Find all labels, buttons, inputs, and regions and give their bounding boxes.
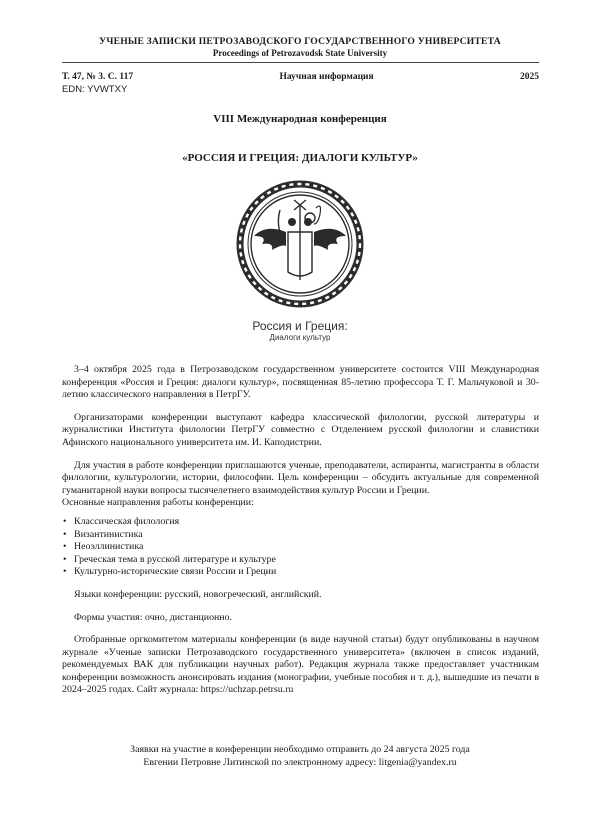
- paragraph-publication: Отобранные оргкомитетом материалы конференции (в виде научной статьи) будут опубликованы в научном журнале «Ученые записки Петрозаводского государственного университета» (включен в список изданий, рекомендуемых ВАК для публикации научных работ). Редакция журнала также предоставляет участникам конференции возможность анонсировать издания (монографии, учебные пособия и т. д.), вышедшие из печати в 2024–2025 годах. Сайт журнала: https://uchzap.petrsu.ru: [62, 634, 539, 696]
- paragraph-organizers: Организаторами конференции выступают кафедра классической филологии, русской литературы и журналистики Института филологии ПетрГУ совместно с Отделением русской филологии и славистики Афинского национального университета им. И. Каподистрии.: [62, 411, 539, 448]
- conference-emblem-logo: [232, 180, 368, 312]
- article-meta: [62, 72, 539, 95]
- paragraph-invitation: Для участия в работе конференции приглашаются ученые, преподаватели, аспиранты, магистранты в области филологии, культурологии, истории, философии. Цель конференции – обсудить актуальные для современной гуманитарной науки вопросы тысячелетнего взаимодействия культур России и Греции.: [62, 459, 539, 496]
- application-note: [0, 744, 600, 769]
- journal-title-en: Proceedings of Petrozavodsk State University: [212, 48, 388, 58]
- edn-code: EDN: YVWTXY: [62, 84, 128, 95]
- list-item: • Культурно-исторические связи России и Греции: [62, 566, 539, 579]
- application-deadline: Заявки на участие в конференции необходимо отправить до 24 августа 2025 года: [130, 744, 470, 755]
- directions-heading: Основные направления работы конференции:: [62, 497, 254, 509]
- participation-forms: Формы участия: очно, дистанционно.: [74, 611, 232, 623]
- header-divider: [62, 62, 539, 63]
- article-body: [62, 364, 539, 697]
- conference-languages: Языки конференции: русский, новогреческий, английский.: [74, 588, 322, 600]
- emblem-caption-sub: Диалоги культур: [269, 333, 331, 342]
- list-item: • Греческая тема в русской литературе и культуре: [62, 554, 539, 567]
- emblem-caption-main: Россия и Греция:: [252, 319, 348, 333]
- year: 2025: [520, 72, 539, 82]
- list-item: • Классическая филология: [62, 516, 539, 529]
- volume-info: Т. 47, № 3. С. 117: [62, 72, 134, 82]
- application-contact: Евгении Петровне Литинской по электронному адресу: litgenia@yandex.ru: [143, 756, 457, 768]
- journal-title-ru: УЧЕНЫЕ ЗАПИСКИ ПЕТРОЗАВОДСКОГО ГОСУДАРСТВЕННОГО УНИВЕРСИТЕТА: [99, 36, 501, 47]
- conference-name-title: «РОССИЯ И ГРЕЦИЯ: ДИАЛОГИ КУЛЬТУР»: [182, 152, 418, 164]
- section-name: Научная информация: [279, 72, 374, 82]
- emblem-caption: [0, 319, 600, 342]
- journal-header: [0, 36, 600, 58]
- paragraph-announcement: 3–4 октября 2025 года в Петрозаводском государственном университете состоится VIII Международная конференция «Россия и Греция: диалоги культур», посвященная 85-летию профессора Т. Г. Мальчуковой и 30-летию классического направления в ПетрГУ.: [62, 364, 539, 401]
- lyre-icon: [314, 206, 321, 224]
- list-item: • Византинистика: [62, 529, 539, 542]
- conference-number-title: VIII Международная конференция: [213, 113, 387, 125]
- directions-list: [62, 516, 539, 579]
- list-item: • Неоэллинистика: [62, 541, 539, 554]
